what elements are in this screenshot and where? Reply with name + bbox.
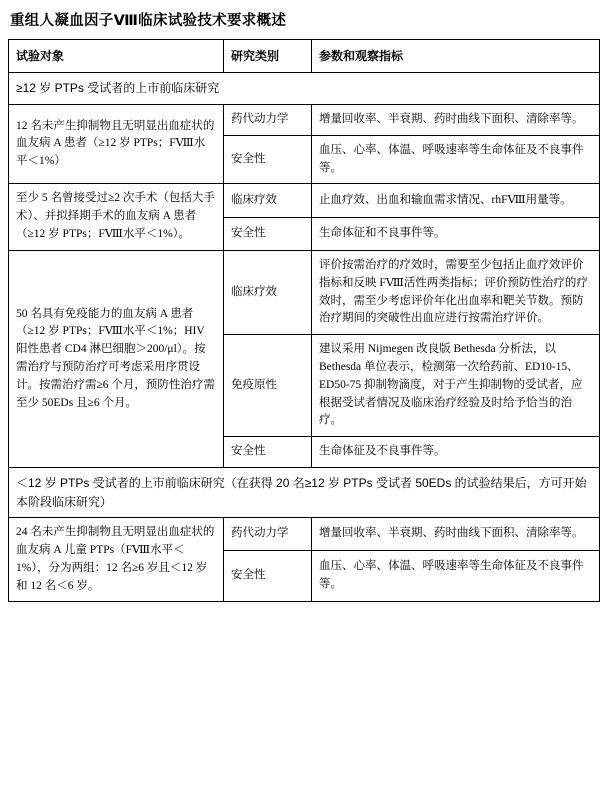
category-cell: 临床疗效 (224, 250, 312, 334)
category-cell: 免疫原性 (224, 335, 312, 437)
parameters-cell: 评价按需治疗的疗效时，需要至少包括止血疗效评价指标和反映 FⅧ活性两类指标；评价预防性治疗的疗效时，需至少考虑评价年化出血率和靶关节数。预防治疗期间的突破性出血应进行按需治疗评价。 (312, 250, 600, 334)
subject-cell: 24 名未产生抑制物且无明显出血症状的血友病 A 儿童 PTPs（FⅧ水平＜1%），分为两组：12 名≥6 岁且＜12 岁和 12 名＜6 岁。 (9, 518, 224, 602)
parameters-cell: 生命体征及不良事件等。 (312, 437, 600, 468)
table-row (9, 250, 600, 334)
table-row (9, 184, 600, 217)
category-cell: 药代动力学 (224, 105, 312, 136)
parameters-cell: 建议采用 Nijmegen 改良版 Bethesda 分析法，以 Bethesda 单位表示，检测第一次给药前、ED10-15、ED50-75 抑制物滴度，对于产生抑制物的受试者，应根据受试者情况及临床治疗经验及时给予恰当的治疗。 (312, 335, 600, 437)
category-cell: 安全性 (224, 550, 312, 602)
parameters-cell: 止血疗效、出血和输血需求情况、rhFⅧ用量等。 (312, 184, 600, 217)
subject-cell: 至少 5 名曾接受过≥2 次手术（包括大手术）、并拟择期手术的血友病 A 患者（≥12 岁 PTPs；FⅧ水平＜1%）。 (9, 184, 224, 250)
section-heading: ≥12 岁 PTPs 受试者的上市前临床研究 (9, 73, 600, 105)
parameters-cell: 生命体征和不良事件等。 (312, 217, 600, 250)
section-heading: ＜12 岁 PTPs 受试者的上市前临床研究（在获得 20 名≥12 岁 PTPs 受试者 50EDs 的试验结果后，方可开始本阶段临床研究） (9, 468, 600, 518)
category-cell: 临床疗效 (224, 184, 312, 217)
subject-cell: 12 名未产生抑制物且无明显出血症状的血友病 A 患者（≥12 岁 PTPs；FⅧ水平＜1%） (9, 105, 224, 184)
category-cell: 药代动力学 (224, 518, 312, 551)
column-header-subject: 试验对象 (9, 39, 224, 73)
page-title: 重组人凝血因子Ⅷ临床试验技术要求概述 (10, 13, 287, 29)
table-row (9, 468, 600, 518)
category-cell: 安全性 (224, 217, 312, 250)
parameters-cell: 血压、心率、体温、呼吸速率等生命体征及不良事件等。 (312, 135, 600, 184)
table-row (9, 105, 600, 136)
category-cell: 安全性 (224, 437, 312, 468)
column-header-parameters: 参数和观察指标 (312, 39, 600, 73)
requirements-table (8, 39, 600, 603)
table-header-row (9, 39, 600, 73)
table-row (9, 73, 600, 105)
parameters-cell: 增量回收率、半衰期、药时曲线下面积、清除率等。 (312, 518, 600, 551)
table-header (9, 39, 600, 73)
parameters-cell: 血压、心率、体温、呼吸速率等生命体征及不良事件等。 (312, 550, 600, 602)
column-header-category: 研究类别 (224, 39, 312, 73)
table-body (9, 73, 600, 602)
category-cell: 安全性 (224, 135, 312, 184)
table-row (9, 518, 600, 551)
subject-cell: 50 名具有免疫能力的血友病 A 患者（≥12 岁 PTPs；FⅧ水平＜1%；HIV 阳性患者 CD4 淋巴细胞＞200/μl）。按需治疗与预防治疗可考虑采用序贯设计。按需治疗需≥6 个月，预防性治疗需至少 50EDs 且≥6 个月。 (9, 250, 224, 467)
parameters-cell: 增量回收率、半衰期、药时曲线下面积、清除率等。 (312, 105, 600, 136)
